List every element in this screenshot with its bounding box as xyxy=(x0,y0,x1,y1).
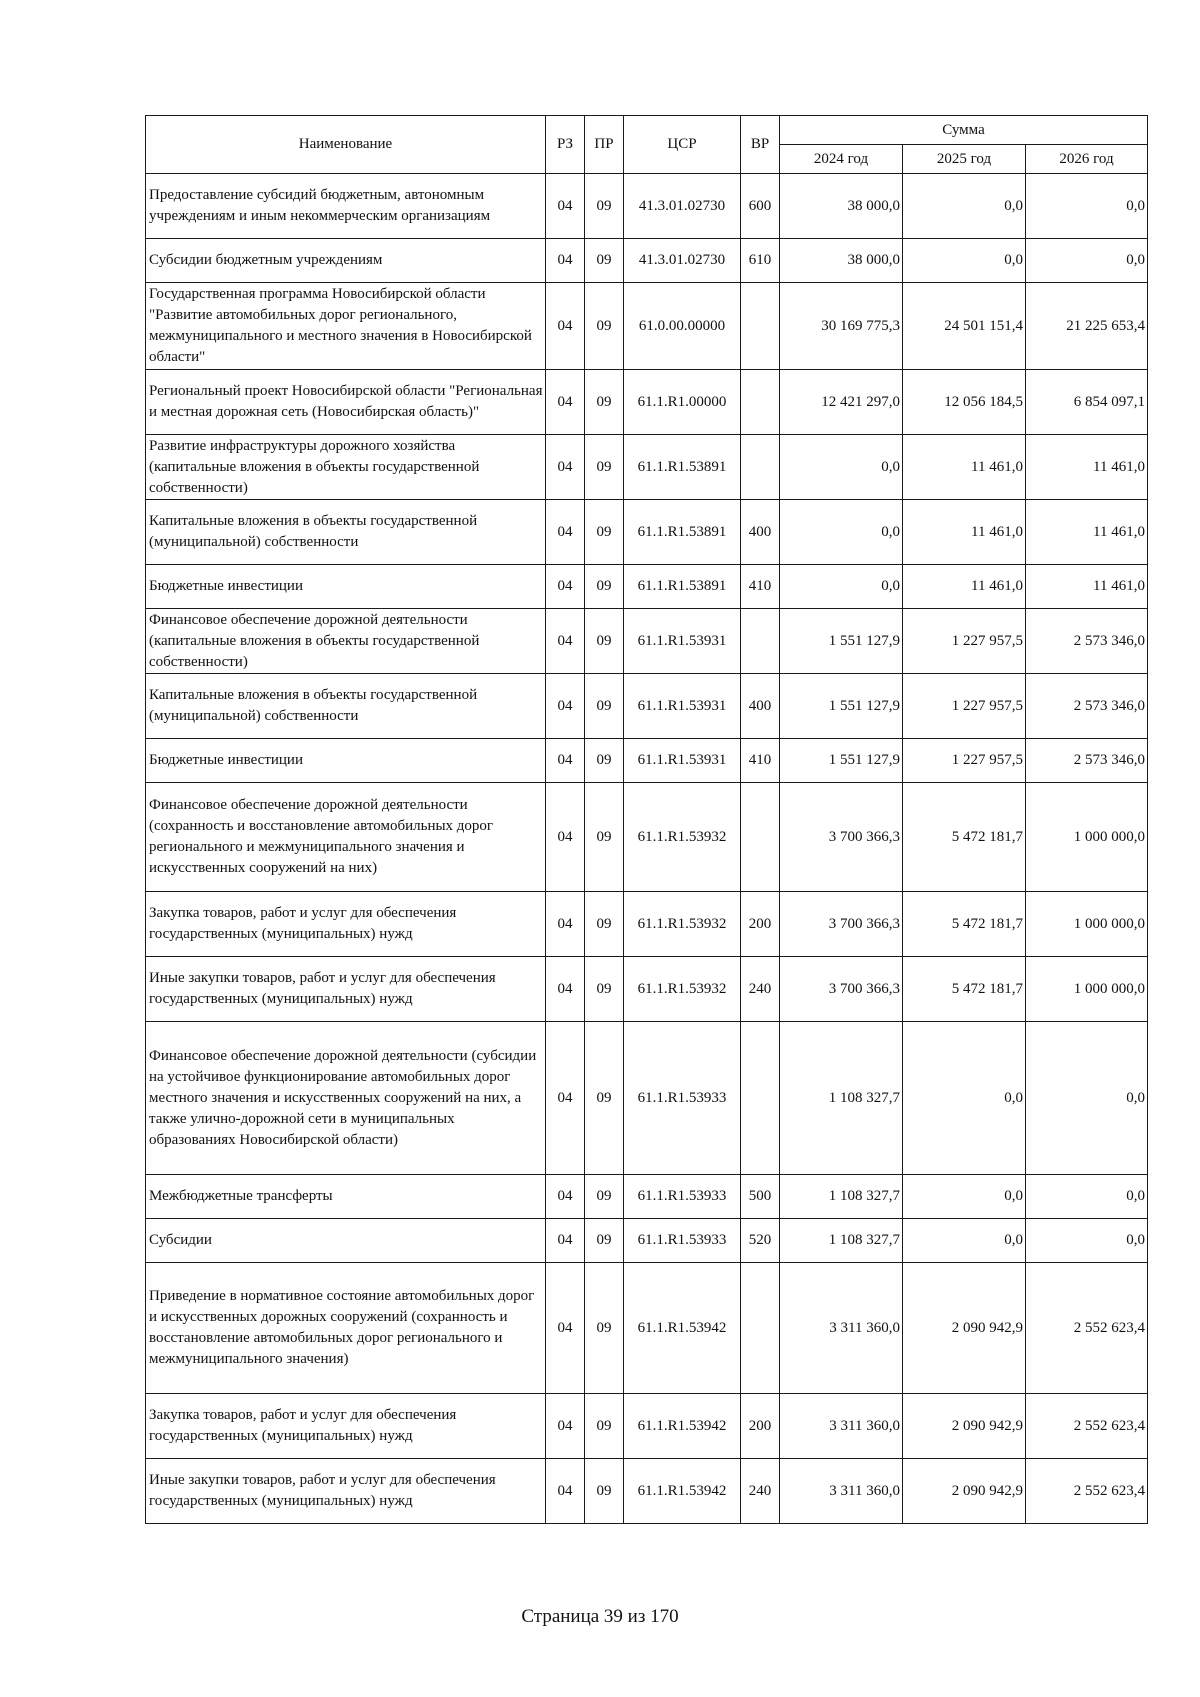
row-2024: 1 108 327,7 xyxy=(780,1175,903,1219)
row-2024: 1 108 327,7 xyxy=(780,1219,903,1263)
row-vr xyxy=(741,283,780,370)
row-vr: 400 xyxy=(741,500,780,565)
row-name: Развитие инфраструктуры дорожного хозяйства (капитальные вложения в объекты государственной собственности) xyxy=(146,435,546,500)
table-header xyxy=(146,116,1148,174)
row-2024: 3 311 360,0 xyxy=(780,1394,903,1459)
row-rz: 04 xyxy=(546,1175,585,1219)
row-rz: 04 xyxy=(546,674,585,739)
row-rz: 04 xyxy=(546,565,585,609)
row-2025: 11 461,0 xyxy=(903,500,1026,565)
row-2024: 1 108 327,7 xyxy=(780,1022,903,1175)
header-2026: 2026 год xyxy=(1026,145,1148,174)
table-row xyxy=(146,565,1148,609)
row-name: Закупка товаров, работ и услуг для обеспечения государственных (муниципальных) нужд xyxy=(146,1394,546,1459)
row-2024: 12 421 297,0 xyxy=(780,370,903,435)
row-2026: 2 552 623,4 xyxy=(1026,1394,1148,1459)
row-2025: 1 227 957,5 xyxy=(903,674,1026,739)
row-vr: 400 xyxy=(741,674,780,739)
table-row xyxy=(146,283,1148,370)
row-pr: 09 xyxy=(585,174,624,239)
row-name: Бюджетные инвестиции xyxy=(146,565,546,609)
row-rz: 04 xyxy=(546,500,585,565)
row-rz: 04 xyxy=(546,609,585,674)
row-csr: 61.1.R1.53932 xyxy=(624,892,741,957)
table-row xyxy=(146,500,1148,565)
header-csr: ЦСР xyxy=(624,116,741,174)
row-csr: 61.1.R1.00000 xyxy=(624,370,741,435)
row-vr: 200 xyxy=(741,892,780,957)
row-rz: 04 xyxy=(546,783,585,892)
row-rz: 04 xyxy=(546,957,585,1022)
row-2024: 38 000,0 xyxy=(780,174,903,239)
row-csr: 41.3.01.02730 xyxy=(624,174,741,239)
row-vr xyxy=(741,435,780,500)
table-row xyxy=(146,1459,1148,1524)
row-csr: 61.1.R1.53942 xyxy=(624,1394,741,1459)
table-row xyxy=(146,1219,1148,1263)
row-2025: 5 472 181,7 xyxy=(903,957,1026,1022)
row-name: Предоставление субсидий бюджетным, автономным учреждениям и иным некоммерческим организациям xyxy=(146,174,546,239)
row-2026: 11 461,0 xyxy=(1026,565,1148,609)
row-2025: 0,0 xyxy=(903,1022,1026,1175)
row-vr: 200 xyxy=(741,1394,780,1459)
row-rz: 04 xyxy=(546,1219,585,1263)
row-vr xyxy=(741,609,780,674)
table-row xyxy=(146,783,1148,892)
row-name: Субсидии xyxy=(146,1219,546,1263)
row-2024: 3 700 366,3 xyxy=(780,783,903,892)
row-csr: 61.1.R1.53933 xyxy=(624,1175,741,1219)
row-2024: 0,0 xyxy=(780,565,903,609)
row-2025: 0,0 xyxy=(903,174,1026,239)
row-csr: 61.1.R1.53932 xyxy=(624,783,741,892)
row-rz: 04 xyxy=(546,1459,585,1524)
table-row xyxy=(146,1175,1148,1219)
row-2026: 1 000 000,0 xyxy=(1026,783,1148,892)
row-2026: 1 000 000,0 xyxy=(1026,957,1148,1022)
row-vr: 240 xyxy=(741,957,780,1022)
row-2024: 3 700 366,3 xyxy=(780,957,903,1022)
row-name: Закупка товаров, работ и услуг для обеспечения государственных (муниципальных) нужд xyxy=(146,892,546,957)
row-2026: 0,0 xyxy=(1026,1175,1148,1219)
row-vr xyxy=(741,1022,780,1175)
row-vr: 600 xyxy=(741,174,780,239)
row-pr: 09 xyxy=(585,1175,624,1219)
row-vr: 410 xyxy=(741,565,780,609)
row-2024: 1 551 127,9 xyxy=(780,609,903,674)
row-2025: 0,0 xyxy=(903,1219,1026,1263)
row-2026: 0,0 xyxy=(1026,1022,1148,1175)
row-2025: 1 227 957,5 xyxy=(903,609,1026,674)
row-pr: 09 xyxy=(585,739,624,783)
row-2024: 30 169 775,3 xyxy=(780,283,903,370)
row-vr: 410 xyxy=(741,739,780,783)
table-row xyxy=(146,370,1148,435)
row-2025: 0,0 xyxy=(903,239,1026,283)
row-csr: 61.1.R1.53933 xyxy=(624,1219,741,1263)
header-rz: РЗ xyxy=(546,116,585,174)
row-rz: 04 xyxy=(546,1263,585,1394)
row-2025: 11 461,0 xyxy=(903,565,1026,609)
row-pr: 09 xyxy=(585,435,624,500)
row-csr: 61.1.R1.53891 xyxy=(624,500,741,565)
row-pr: 09 xyxy=(585,609,624,674)
row-vr: 520 xyxy=(741,1219,780,1263)
row-rz: 04 xyxy=(546,1022,585,1175)
row-2024: 1 551 127,9 xyxy=(780,739,903,783)
row-vr: 610 xyxy=(741,239,780,283)
table-row xyxy=(146,609,1148,674)
header-vr: ВР xyxy=(741,116,780,174)
row-vr: 240 xyxy=(741,1459,780,1524)
row-vr: 500 xyxy=(741,1175,780,1219)
row-pr: 09 xyxy=(585,1022,624,1175)
row-rz: 04 xyxy=(546,174,585,239)
header-name: Наименование xyxy=(146,116,546,174)
row-name: Финансовое обеспечение дорожной деятельности (сохранность и восстановление автомобильных дорог регионального и межмуниципального значения и искусственных сооружений на них) xyxy=(146,783,546,892)
row-2025: 11 461,0 xyxy=(903,435,1026,500)
row-2026: 2 573 346,0 xyxy=(1026,609,1148,674)
row-csr: 61.1.R1.53942 xyxy=(624,1263,741,1394)
table-row xyxy=(146,957,1148,1022)
table-body xyxy=(146,174,1148,1524)
row-2024: 3 311 360,0 xyxy=(780,1459,903,1524)
row-csr: 61.1.R1.53931 xyxy=(624,609,741,674)
header-pr: ПР xyxy=(585,116,624,174)
row-2024: 1 551 127,9 xyxy=(780,674,903,739)
row-2026: 2 573 346,0 xyxy=(1026,674,1148,739)
table-row xyxy=(146,739,1148,783)
row-name: Иные закупки товаров, работ и услуг для обеспечения государственных (муниципальных) нужд xyxy=(146,1459,546,1524)
row-csr: 61.0.00.00000 xyxy=(624,283,741,370)
row-name: Финансовое обеспечение дорожной деятельности (капитальные вложения в объекты государственной собственности) xyxy=(146,609,546,674)
row-rz: 04 xyxy=(546,892,585,957)
table-row xyxy=(146,435,1148,500)
row-rz: 04 xyxy=(546,739,585,783)
row-2024: 3 700 366,3 xyxy=(780,892,903,957)
row-pr: 09 xyxy=(585,1219,624,1263)
row-2025: 2 090 942,9 xyxy=(903,1263,1026,1394)
row-csr: 61.1.R1.53891 xyxy=(624,565,741,609)
row-name: Бюджетные инвестиции xyxy=(146,739,546,783)
row-csr: 61.1.R1.53933 xyxy=(624,1022,741,1175)
row-pr: 09 xyxy=(585,239,624,283)
row-2024: 0,0 xyxy=(780,500,903,565)
row-2026: 21 225 653,4 xyxy=(1026,283,1148,370)
page-number: Страница 39 из 170 xyxy=(521,1606,679,1627)
row-pr: 09 xyxy=(585,1394,624,1459)
row-pr: 09 xyxy=(585,1459,624,1524)
row-2025: 5 472 181,7 xyxy=(903,783,1026,892)
row-2026: 0,0 xyxy=(1026,239,1148,283)
row-2026: 2 552 623,4 xyxy=(1026,1459,1148,1524)
row-2026: 0,0 xyxy=(1026,174,1148,239)
row-rz: 04 xyxy=(546,1394,585,1459)
row-name: Субсидии бюджетным учреждениям xyxy=(146,239,546,283)
row-pr: 09 xyxy=(585,674,624,739)
table-row xyxy=(146,674,1148,739)
row-name: Капитальные вложения в объекты государственной (муниципальной) собственности xyxy=(146,500,546,565)
row-name: Приведение в нормативное состояние автомобильных дорог и искусственных дорожных сооружений (сохранность и восстановление автомобильных дорог регионального и межмуниципального значения) xyxy=(146,1263,546,1394)
row-csr: 41.3.01.02730 xyxy=(624,239,741,283)
header-sum: Сумма xyxy=(780,116,1148,145)
row-2025: 2 090 942,9 xyxy=(903,1459,1026,1524)
row-name: Финансовое обеспечение дорожной деятельности (субсидии на устойчивое функционирование автомобильных дорог местного значения и искусственных сооружений на них, а также улично-дорожной сети в муниципальных образованиях Новосибирской области) xyxy=(146,1022,546,1175)
table-row xyxy=(146,174,1148,239)
row-pr: 09 xyxy=(585,892,624,957)
table-row xyxy=(146,892,1148,957)
row-vr xyxy=(741,370,780,435)
row-pr: 09 xyxy=(585,957,624,1022)
row-csr: 61.1.R1.53931 xyxy=(624,674,741,739)
row-pr: 09 xyxy=(585,500,624,565)
row-csr: 61.1.R1.53932 xyxy=(624,957,741,1022)
budget-table-container xyxy=(145,115,1147,1524)
header-2025: 2025 год xyxy=(903,145,1026,174)
row-pr: 09 xyxy=(585,783,624,892)
row-vr xyxy=(741,1263,780,1394)
row-2026: 2 573 346,0 xyxy=(1026,739,1148,783)
table-row xyxy=(146,1394,1148,1459)
row-name: Капитальные вложения в объекты государственной (муниципальной) собственности xyxy=(146,674,546,739)
table-row xyxy=(146,239,1148,283)
row-2026: 2 552 623,4 xyxy=(1026,1263,1148,1394)
row-2026: 11 461,0 xyxy=(1026,500,1148,565)
header-2024: 2024 год xyxy=(780,145,903,174)
row-rz: 04 xyxy=(546,283,585,370)
budget-table xyxy=(145,115,1148,1524)
row-name: Государственная программа Новосибирской области "Развитие автомобильных дорог регионального, межмуниципального и местного значения в Новосибирской области" xyxy=(146,283,546,370)
row-rz: 04 xyxy=(546,239,585,283)
row-pr: 09 xyxy=(585,565,624,609)
row-2026: 6 854 097,1 xyxy=(1026,370,1148,435)
row-2026: 11 461,0 xyxy=(1026,435,1148,500)
row-rz: 04 xyxy=(546,370,585,435)
row-2024: 0,0 xyxy=(780,435,903,500)
row-2025: 1 227 957,5 xyxy=(903,739,1026,783)
row-pr: 09 xyxy=(585,1263,624,1394)
row-2025: 0,0 xyxy=(903,1175,1026,1219)
row-2025: 5 472 181,7 xyxy=(903,892,1026,957)
row-name: Региональный проект Новосибирской области "Региональная и местная дорожная сеть (Новосибирская область)" xyxy=(146,370,546,435)
row-name: Иные закупки товаров, работ и услуг для обеспечения государственных (муниципальных) нужд xyxy=(146,957,546,1022)
row-2024: 38 000,0 xyxy=(780,239,903,283)
row-2026: 0,0 xyxy=(1026,1219,1148,1263)
row-csr: 61.1.R1.53931 xyxy=(624,739,741,783)
row-vr xyxy=(741,783,780,892)
table-row xyxy=(146,1263,1148,1394)
row-csr: 61.1.R1.53942 xyxy=(624,1459,741,1524)
row-pr: 09 xyxy=(585,370,624,435)
row-rz: 04 xyxy=(546,435,585,500)
row-2024: 3 311 360,0 xyxy=(780,1263,903,1394)
row-pr: 09 xyxy=(585,283,624,370)
table-row xyxy=(146,1022,1148,1175)
row-csr: 61.1.R1.53891 xyxy=(624,435,741,500)
row-2025: 2 090 942,9 xyxy=(903,1394,1026,1459)
row-2025: 24 501 151,4 xyxy=(903,283,1026,370)
row-name: Межбюджетные трансферты xyxy=(146,1175,546,1219)
row-2025: 12 056 184,5 xyxy=(903,370,1026,435)
row-2026: 1 000 000,0 xyxy=(1026,892,1148,957)
